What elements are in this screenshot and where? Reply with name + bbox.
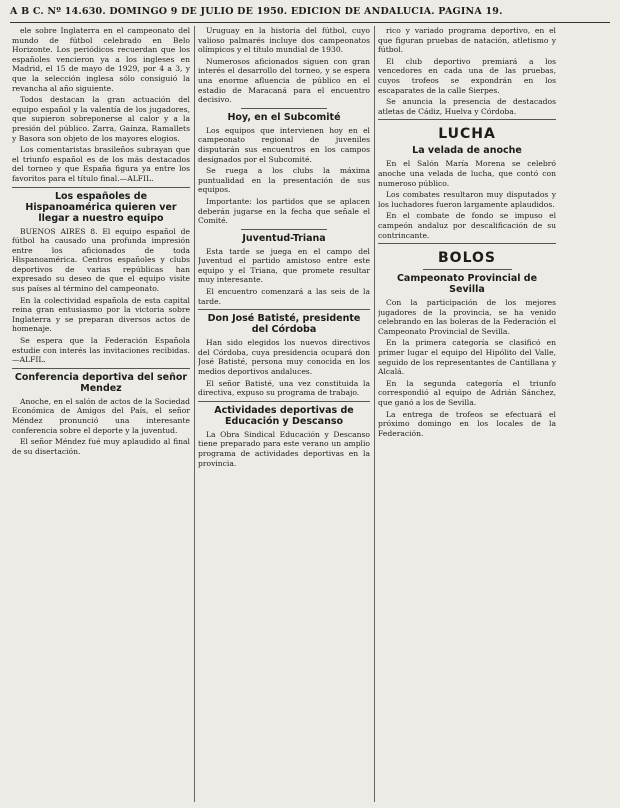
paragraph: En la primera categoría se clasificó en primer lugar el equipo del Hipólito del Valle, seguido de los representantes de Cantillana y Alcalá.: [378, 338, 556, 377]
paragraph: El club deportivo premiará a los vencedores en cada una de las pruebas, cuyos trofeos se expondrán en los escaparates de la calle Sierpes.: [378, 56, 556, 95]
paragraph: Todos destacan la gran actuación del equipo español y la valentía de los jugadores, que supieron sobreponerse al calor y a la presión del público. Zarra, Gaínza, Ramallets y Basora son objeto de los mayores elogios.: [12, 95, 190, 143]
paragraph: ele sobre Inglaterra en el campeonato del mundo de fútbol celebrado en Belo Horizonte. Los periódicos recuerdan que los españoles vencieron ya a los ingleses en Madrid, el 15 de mayo de 1929, por 4 a 3, y que la selección inglesa sólo consiguió la revancha al año siguiente.: [12, 26, 190, 93]
paragraph: Esta tarde se juega en el campo del Juventud el partido amistoso entre este equipo y el Triana, que promete resultar muy interesante.: [198, 246, 370, 285]
article-title: La velada de anoche: [412, 145, 522, 157]
paragraph: Se ruega a los clubs la máxima puntualidad en la presentación de sus equipos.: [198, 166, 370, 195]
separator: [241, 108, 327, 109]
article-title: Los españoles de Hispanoamérica quieren ver llegar a nuestro equipo: [25, 190, 177, 224]
paragraph: Los equipos que intervienen hoy en el campeonato regional de juveniles disputarán sus encuentros en los campos designados por el Subcomité.: [198, 125, 370, 164]
section-heading: LUCHA: [438, 126, 496, 143]
paragraph: El señor Batisté, una vez constituida la directiva, expuso su programa de trabajo.: [198, 378, 370, 398]
paragraph: Uruguay en la historia del fútbol, cuyo valioso palmarés incluye dos campeonatos olímpicos y el título mundial de 1930.: [198, 26, 370, 55]
separator: [241, 229, 327, 230]
column-divider: [374, 26, 375, 802]
page-header: A B C. Nº 14.630. DOMINGO 9 DE JULIO DE 1950. EDICION DE ANDALUCIA. PAGINA 19.: [10, 6, 503, 17]
paragraph: El encuentro comenzará a las seis de la tarde.: [198, 287, 370, 306]
header-rule: [10, 22, 610, 23]
paragraph: Los comentaristas brasileños subrayan que el triunfo español es de los más destacados del torneo y que España figura ya entre los favoritos para el título final.—ALFIL.: [12, 145, 190, 183]
separator: [423, 269, 512, 270]
paragraph: Se anuncia la presencia de destacados atletas de Cádiz, Huelva y Córdoba.: [378, 97, 556, 116]
paragraph: En la segunda categoría el triunfo correspondió al equipo de Adrián Sánchez, que ganó a los de Sevilla.: [378, 378, 556, 408]
paragraph: Han sido elegidos los nuevos directivos del Córdoba, cuya presidencia ocupará don José Batisté, persona muy conocida en los medios deportivos andaluces.: [198, 338, 370, 377]
paragraph: Los combates resultaron muy disputados y los luchadores fueron largamente aplaudidos.: [378, 190, 556, 209]
paragraph: rico y variado programa deportivo, en el que figuran pruebas de natación, atletismo y fútbol.: [378, 26, 556, 55]
separator: [198, 401, 370, 402]
article-title: Don José Batisté, presidente del Córdoba: [207, 313, 361, 336]
paragraph: En el Salón María Morena se celebró anoche una velada de lucha, que contó con numeroso público.: [378, 159, 556, 188]
column-1: [12, 26, 190, 804]
separator: [378, 119, 556, 120]
separator: [12, 187, 190, 188]
article-title: Juventud-Triana: [242, 232, 326, 244]
paragraph: Con la participación de los mejores jugadores de la provincia, se ha venido celebrando en las boleras de la Federación el Campeonato Provincial de Sevilla.: [378, 298, 556, 336]
paragraph: En la colectividad española de esta capital reina gran entusiasmo por la victoria sobre Inglaterra y se preparan diversos actos de homenaje.: [12, 295, 190, 334]
article-title: Actividades deportivas de Educación y Descanso: [214, 404, 354, 427]
paragraph: BUENOS AIRES 8. El equipo español de fútbol ha causado una profunda impresión entre los aficionados de toda Hispanoamérica. Centros españoles y clubs deportivos de varias repúblicas han expresado su deseo de que el equipo visite sus países al término del campeonato.: [12, 226, 190, 294]
article-title: Campeonato Provincial de Sevilla: [396, 273, 538, 296]
separator: [12, 368, 190, 369]
paragraph: La Obra Sindical Educación y Descanso tiene preparado para este verano un amplio programa de actividades deportivas en la provincia.: [198, 429, 370, 468]
paragraph: Se espera que la Federación Española estudie con interés las invitaciones recibidas.—ALFIL.: [12, 336, 190, 365]
column-divider: [194, 26, 195, 802]
paragraph: En el combate de fondo se impuso el campeón andaluz por descalificación de su contrincante.: [378, 211, 556, 240]
article-title: Hoy, en el Subcomité: [227, 111, 341, 123]
paragraph: Importante: los partidos que se aplacen deberán jugarse en la fecha que señale el Comité.: [198, 196, 370, 226]
section-heading: BOLOS: [438, 250, 496, 267]
paragraph: La entrega de trofeos se efectuará el próximo domingo en los locales de la Federación.: [378, 409, 556, 438]
separator: [198, 309, 370, 310]
paragraph: Numerosos aficionados siguen con gran interés el desarrollo del torneo, y se espera una enorme afluencia de público en el estadio de Maracaná para el encuentro decisivo.: [198, 56, 370, 105]
article-title: Conferencia deportiva del señor Mendez: [14, 371, 188, 394]
column-2: [198, 26, 370, 804]
paragraph: Anoche, en el salón de actos de la Sociedad Económica de Amigos del País, el señor Méndez pronunció una interesante conferencia sobre el deporte y la juventud.: [12, 396, 190, 435]
separator: [378, 243, 556, 244]
paragraph: El señor Méndez fué muy aplaudido al final de su disertación.: [12, 437, 190, 456]
column-3: [378, 26, 556, 804]
